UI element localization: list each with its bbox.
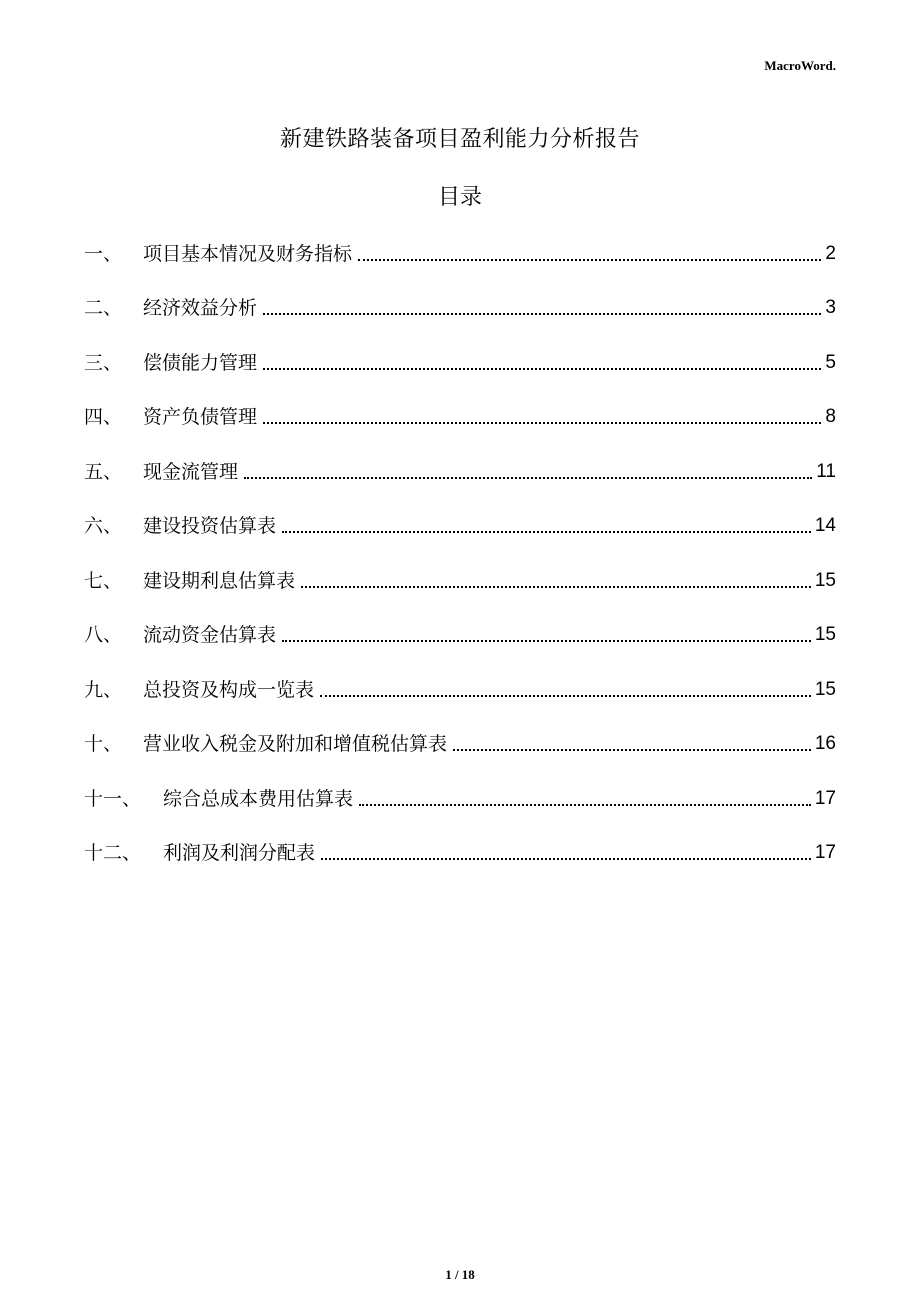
toc-entry-page: 17 <box>814 842 836 863</box>
toc-entry-number: 三、 <box>84 351 123 374</box>
toc-entry-label: 利润及利润分配表 <box>163 842 316 864</box>
toc-entry-number: 五、 <box>84 460 123 483</box>
dot-leader <box>263 422 821 424</box>
toc-entry-number: 七、 <box>84 569 123 592</box>
dot-leader <box>321 858 811 860</box>
toc-entry-label: 偿债能力管理 <box>143 351 258 374</box>
toc-entry-number: 十二、 <box>84 842 142 864</box>
dot-leader <box>263 313 821 315</box>
toc-entry-number: 二、 <box>84 297 123 319</box>
toc-heading: 目录 <box>437 185 482 210</box>
document-title: 新建铁路装备项目盈利能力分析报告 <box>279 127 640 152</box>
toc-entry-page: 8 <box>825 406 836 427</box>
toc-entry[interactable] <box>84 286 836 341</box>
toc-entry-label: 资产负债管理 <box>143 406 258 428</box>
toc-entry-label: 建设期利息估算表 <box>143 569 296 592</box>
table-of-contents <box>84 231 836 885</box>
toc-entry-number: 四、 <box>84 406 123 428</box>
toc-entry-label: 项目基本情况及财务指标 <box>143 242 353 265</box>
toc-entry-page: 15 <box>814 569 836 591</box>
toc-entry-page: 17 <box>814 787 836 809</box>
toc-entry-page: 14 <box>814 515 836 536</box>
dot-leader <box>453 749 811 751</box>
dot-leader <box>320 695 811 697</box>
toc-entry[interactable] <box>84 558 836 613</box>
dot-leader <box>263 368 821 370</box>
toc-entry-label: 流动资金估算表 <box>143 624 277 646</box>
toc-entry-number: 一、 <box>84 242 123 265</box>
toc-entry[interactable] <box>84 340 836 395</box>
toc-entry[interactable] <box>84 722 836 777</box>
toc-entry-page: 15 <box>814 624 836 645</box>
page-indicator: 1 / 18 <box>445 1267 475 1282</box>
header-brand: MacroWord. <box>764 58 836 73</box>
toc-entry-page: 11 <box>816 460 836 482</box>
toc-entry-number: 十一、 <box>84 787 142 810</box>
toc-entry-page: 15 <box>814 678 836 700</box>
toc-entry-label: 综合总成本费用估算表 <box>163 787 354 810</box>
toc-entry[interactable] <box>84 776 836 831</box>
dot-leader <box>282 640 811 642</box>
toc-entry-page: 2 <box>825 242 836 264</box>
dot-leader <box>244 477 812 479</box>
dot-leader <box>282 531 811 533</box>
toc-entry-number: 十、 <box>84 733 123 755</box>
toc-entry-page: 3 <box>825 297 836 318</box>
toc-entry-label: 总投资及构成一览表 <box>143 678 315 701</box>
dot-leader <box>359 804 811 806</box>
toc-entry-number: 六、 <box>84 515 123 537</box>
toc-entry[interactable] <box>84 667 836 722</box>
toc-entry[interactable] <box>84 831 836 886</box>
toc-entry[interactable] <box>84 504 836 559</box>
toc-entry[interactable] <box>84 613 836 668</box>
toc-entry-number: 九、 <box>84 678 123 701</box>
toc-entry-label: 建设投资估算表 <box>143 515 277 537</box>
dot-leader <box>358 259 821 261</box>
toc-entry-page: 5 <box>825 351 836 373</box>
toc-entry-label: 经济效益分析 <box>143 297 258 319</box>
toc-entry-page: 16 <box>814 733 836 754</box>
toc-entry-number: 八、 <box>84 624 123 646</box>
toc-entry[interactable] <box>84 395 836 450</box>
toc-entry-label: 营业收入税金及附加和增值税估算表 <box>143 733 448 755</box>
dot-leader <box>301 586 811 588</box>
toc-entry[interactable] <box>84 449 836 504</box>
toc-entry[interactable] <box>84 231 836 286</box>
toc-entry-label: 现金流管理 <box>143 460 239 483</box>
